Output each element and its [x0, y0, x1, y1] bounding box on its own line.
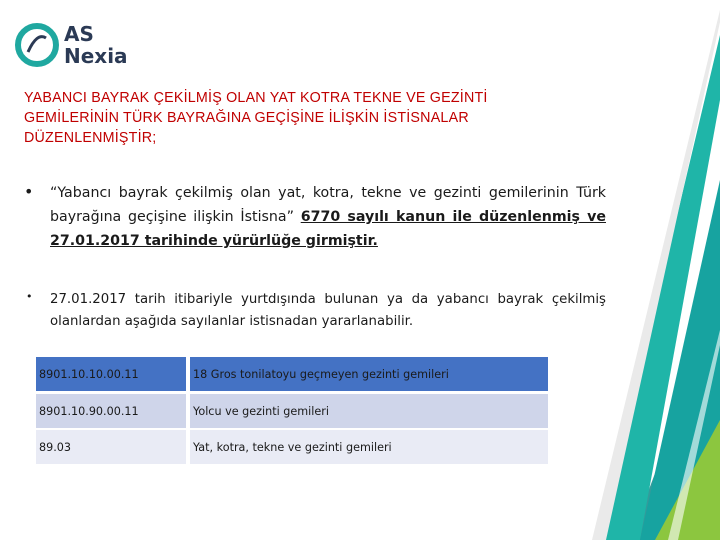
table-row	[36, 430, 548, 464]
bullet-1-text: “Yabancı bayrak çekilmiş olan yat, kotra, tekne ve gezinti gemilerinin Türk bayrağına geçişine ilişkin İstisna”	[50, 185, 606, 225]
slide-heading	[24, 88, 644, 148]
tariff-desc-cell: 18 Gros tonilatoyu geçmeyen gezinti gemileri	[190, 357, 548, 391]
heading-line-2: GEMİLERİNİN TÜRK BAYRAĞINA GEÇİŞİNE İLİŞKİN İSTİSNALAR	[24, 110, 469, 126]
tariff-code-cell: 8901.10.10.00.11	[36, 357, 186, 391]
heading-line-3: DÜZENLENMİŞTİR;	[24, 130, 157, 146]
logo-wordmark	[64, 23, 128, 67]
logo-line-2: Nexia	[64, 44, 128, 68]
logo-icon	[14, 22, 60, 68]
bullet-1-underlined-text: 6770 sayılı kanun ile düzenlenmiş ve 27.01.2017 tarihinde yürürlüğe girmiştir.	[50, 209, 606, 249]
company-logo	[14, 22, 128, 68]
table-row	[36, 357, 548, 391]
bullet-marker-1: •	[24, 182, 34, 201]
tariff-code-cell: 8901.10.90.00.11	[36, 394, 186, 428]
table-row	[36, 394, 548, 428]
tariff-desc-cell: Yat, kotra, tekne ve gezinti gemileri	[190, 430, 548, 464]
bullet-2: 27.01.2017 tarih itibariyle yurtdışında bulunan ya da yabancı bayrak çekilmiş olanlardan aşağıda sayılanlar istisnadan yararlanabilir.	[50, 292, 606, 329]
heading-line-1: YABANCI BAYRAK ÇEKİLMİŞ OLAN YAT KOTRA TEKNE VE GEZİNTİ	[24, 90, 488, 106]
logo-line-1: AS	[64, 22, 94, 46]
tariff-code-cell: 89.03	[36, 430, 186, 464]
tariff-desc-cell: Yolcu ve gezinti gemileri	[190, 394, 548, 428]
bullet-1	[50, 181, 606, 253]
bullet-marker-2: •	[26, 290, 33, 303]
